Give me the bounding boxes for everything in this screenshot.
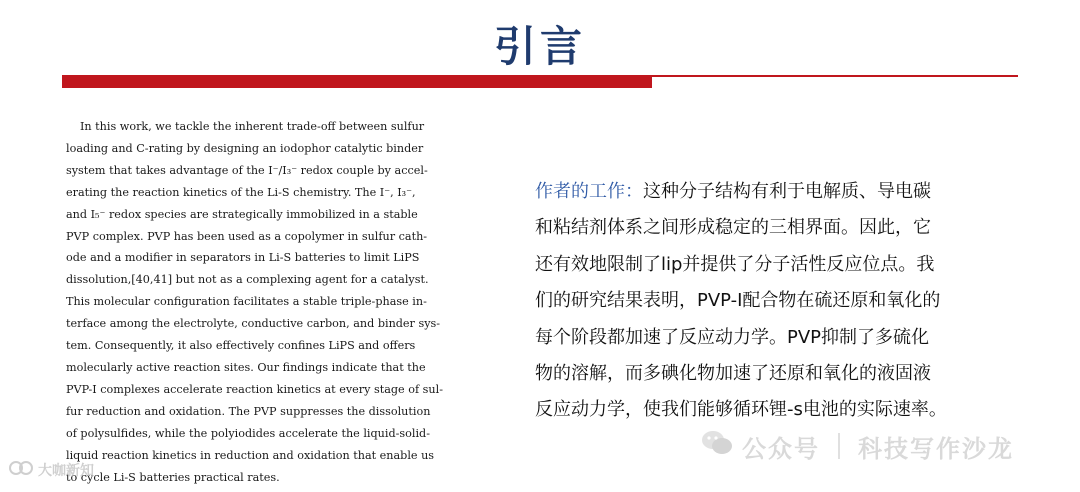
- excerpt-line: PVP-I complexes accelerate reaction kinetics at every stage of sul-: [66, 382, 443, 396]
- summary-line-text: 这种分子结构有利于电解质、导电碳: [643, 181, 931, 202]
- excerpt-line: of polysulfides, while the polyiodides accelerate the liquid-solid-: [66, 426, 430, 440]
- watermark-right-label: 公众号: [742, 434, 820, 463]
- summary-line: 物的溶解，而多碘化物加速了还原和氧化的液固液: [535, 363, 931, 385]
- excerpt-line: molecularly active reaction sites. Our findings indicate that the: [66, 360, 426, 374]
- watermark-right: [700, 428, 1014, 464]
- watermark-separator: [838, 433, 840, 459]
- excerpt-line: tem. Consequently, it also effectively confines LiPS and offers: [66, 339, 416, 353]
- title-underline-bar: [62, 77, 652, 88]
- excerpt-line: ode and a modifier in separators in Li-S batteries to limit LiPS: [66, 251, 420, 265]
- watermark-right-account: 科技写作沙龙: [858, 434, 1014, 463]
- summary-line: [535, 174, 1015, 210]
- excerpt-line: loading and C-rating by designing an iodophor catalytic binder: [66, 141, 424, 155]
- summary-line: 还有效地限制了lip并提供了分子活性反应位点。我: [535, 253, 935, 275]
- summary-line: 每个阶段都加速了反应动力学。PVP抑制了多硫化: [535, 326, 930, 348]
- excerpt-line: system that takes advantage of the I⁻/I₃⁻ redox couple by accel-: [66, 163, 428, 177]
- brand-logo-icon: [8, 458, 34, 482]
- excerpt-line: liquid reaction kinetics in reduction and oxidation that enable us: [66, 448, 435, 462]
- excerpt-line: terface among the electrolyte, conductive carbon, and binder sys-: [66, 317, 441, 331]
- summary-text: [535, 174, 1015, 429]
- wechat-icon: [700, 428, 734, 464]
- excerpt-line: dissolution,[40,41] but not as a complexing agent for a catalyst.: [66, 273, 429, 287]
- excerpt-line: In this work, we tackle the inherent trade-off between sulfur: [80, 120, 425, 133]
- excerpt-line: and I₅⁻ redox species are strategically immobilized in a stable: [66, 207, 418, 221]
- summary-line: 们的研究结果表明，PVP-I配合物在硫还原和氧化的: [535, 290, 941, 312]
- summary-line: 和粘结剂体系之间形成稳定的三相界面。因此，它: [535, 217, 931, 239]
- watermark-left: [8, 458, 94, 482]
- slide-title: 引言: [493, 22, 586, 71]
- summary-line: 反应动力学，使我们能够循环锂-s电池的实际速率。: [535, 399, 947, 421]
- excerpt-line: to cycle Li-S batteries practical rates.: [66, 470, 280, 484]
- excerpt-line: erating the reaction kinetics of the Li-S chemistry. The I⁻, I₃⁻,: [66, 185, 416, 199]
- excerpt-line: This molecular configuration facilitates a stable triple-phase in-: [66, 295, 427, 309]
- paper-excerpt: [66, 116, 443, 488]
- watermark-left-text: 大咖新知: [38, 463, 94, 479]
- excerpt-line: PVP complex. PVP has been used as a copolymer in sulfur cath-: [66, 229, 428, 243]
- summary-lead: 作者的工作：: [535, 181, 643, 202]
- excerpt-line: fur reduction and oxidation. The PVP suppresses the dissolution: [66, 404, 431, 418]
